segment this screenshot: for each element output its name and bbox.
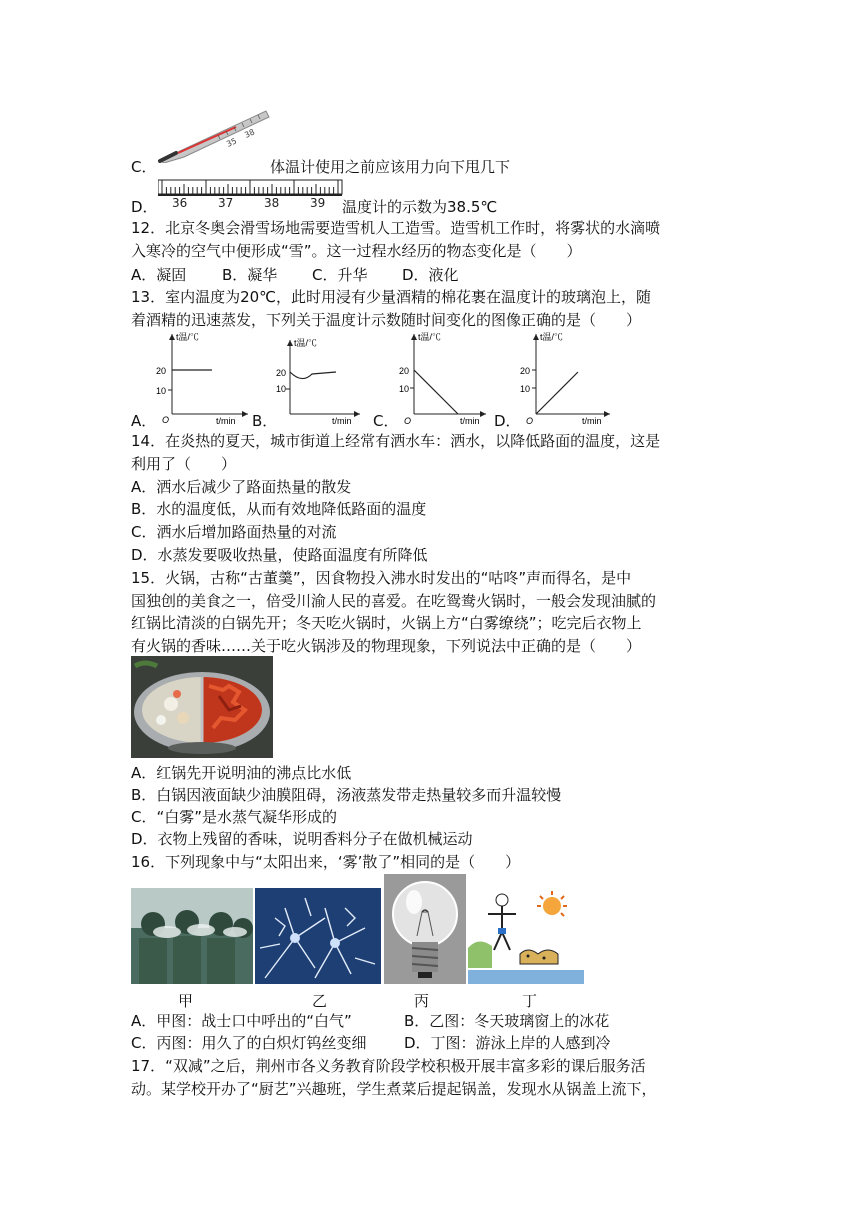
svg-text:t温/℃: t温/℃ bbox=[176, 332, 200, 342]
q16-option-c: C．丙图：用久了的白炽灯钨丝变细 bbox=[131, 1034, 367, 1052]
svg-text:20: 20 bbox=[399, 366, 410, 376]
thermo-tick-38: 38 bbox=[264, 196, 280, 210]
graph-b bbox=[272, 334, 372, 426]
thermo-tick-36: 36 bbox=[172, 196, 188, 210]
svg-text:t温/℃: t温/℃ bbox=[294, 338, 318, 348]
q15-option-b: B．白锅因液面缺少油膜阻碍，汤液蒸发带走热量较多而升温较慢 bbox=[131, 786, 562, 804]
q12-option-a: A．凝固 bbox=[131, 266, 187, 284]
q16-option-d: D．丁图：游泳上岸的人感到冷 bbox=[404, 1034, 611, 1052]
svg-text:20: 20 bbox=[156, 366, 167, 376]
q12-stem-line2: 入寒冷的空气中便形成“雪”。这一过程水经历的物态变化是（ ） bbox=[131, 242, 582, 260]
graph-c-label: C． bbox=[373, 412, 399, 430]
q15-stem-line4: 有火锅的香味……关于吃火锅涉及的物理现象，下列说法中正确的是（ ） bbox=[131, 637, 642, 655]
graph-c bbox=[396, 330, 492, 426]
caption-yi: 乙 bbox=[312, 992, 328, 1010]
svg-text:35: 35 bbox=[225, 136, 239, 149]
q14-stem-line2: 利用了（ ） bbox=[131, 455, 237, 473]
q11-option-c-text: 体温计使用之前应该用力向下甩几下 bbox=[270, 158, 511, 176]
graph-b-curve bbox=[290, 372, 336, 379]
svg-text:t温/℃: t温/℃ bbox=[540, 332, 564, 342]
svg-text:10: 10 bbox=[156, 386, 167, 396]
q15-stem-line1: 15．火锅，古称“古董羹”，因食物投入沸水时发出的“咕咚”声而得名，是中 bbox=[131, 569, 632, 587]
svg-text:t/min: t/min bbox=[332, 416, 352, 426]
svg-text:10: 10 bbox=[399, 384, 410, 394]
q14-stem-line1: 14．在炎热的夏天，城市街道上经常有洒水车：洒水，以降低路面的温度，这是 bbox=[131, 432, 661, 450]
caption-bing: 丙 bbox=[414, 992, 430, 1010]
svg-text:t/min: t/min bbox=[582, 416, 602, 426]
swimmer-cartoon bbox=[468, 888, 584, 984]
q16-stem-line1: 16．下列现象中与“太阳出来，‘雾’散了”相同的是（ ） bbox=[131, 853, 521, 871]
q15-option-d: D．衣物上残留的香味，说明香料分子在做机械运动 bbox=[131, 830, 473, 848]
svg-text:t温/℃: t温/℃ bbox=[418, 332, 442, 342]
hotpot-photo bbox=[131, 656, 273, 758]
q12-option-d: D．液化 bbox=[402, 266, 459, 284]
thermo-tick-37: 37 bbox=[218, 196, 234, 210]
soldiers-breath-photo bbox=[131, 888, 253, 984]
q13-stem-line2: 着酒精的迅速蒸发，下列关于温度计示数随时间变化的图像正确的是（ ） bbox=[131, 311, 642, 329]
caption-ding: 丁 bbox=[522, 992, 538, 1010]
ice-flower-photo bbox=[255, 888, 381, 984]
graph-d-label: D． bbox=[494, 412, 521, 430]
q12-stem-line1: 12．北京冬奥会滑雪场地需要造雪机人工造雪。造雪机工作时，将雾状的水滴喷 bbox=[131, 219, 661, 237]
q15-option-c: C．“白雾”是水蒸气凝华形成的 bbox=[131, 808, 338, 826]
q11-option-c-label: C． bbox=[131, 158, 157, 176]
q15-stem-line3: 红锅比清淡的白锅先开；冬天吃火锅时，火锅上方“白雾缭绕”；吃完后衣物上 bbox=[131, 614, 642, 632]
svg-text:10: 10 bbox=[276, 384, 287, 394]
q16-option-a: A．甲图：战士口中呼出的“白气” bbox=[131, 1012, 352, 1030]
graph-b-label: B． bbox=[252, 412, 278, 430]
q15-option-a: A．红锅先开说明油的沸点比水低 bbox=[131, 764, 352, 782]
svg-text:t/min: t/min bbox=[216, 416, 236, 426]
svg-text:38: 38 bbox=[243, 127, 257, 140]
caption-jia: 甲 bbox=[178, 992, 194, 1010]
graph-d bbox=[516, 330, 616, 426]
q17-stem-line2: 动。某学校开办了“厨艺”兴趣班，学生煮菜后提起锅盖，发现水从锅盖上流下， bbox=[131, 1080, 657, 1098]
graph-a bbox=[150, 330, 250, 426]
svg-text:20: 20 bbox=[276, 368, 287, 378]
q12-option-b: B．凝华 bbox=[222, 266, 278, 284]
q17-stem-line1: 17．“双减”之后，荆州市各义务教育阶段学校积极开展丰富多彩的课后服务活 bbox=[131, 1057, 646, 1075]
q16-option-b: B．乙图：冬天玻璃窗上的冰花 bbox=[404, 1012, 610, 1030]
q12-option-c: C．升华 bbox=[312, 266, 368, 284]
q14-option-c: C．洒水后增加路面热量的对流 bbox=[131, 523, 337, 541]
q14-option-b: B．水的温度低，从而有效地降低路面的温度 bbox=[131, 500, 427, 518]
q13-stem-line1: 13．室内温度为20℃，此时用浸有少量酒精的棉花裹在温度计的玻璃泡上，随 bbox=[131, 288, 652, 306]
light-bulb-photo bbox=[384, 874, 466, 984]
q11-option-d-text: 温度计的示数为38.5℃ bbox=[342, 198, 498, 216]
graph-a-label: A． bbox=[131, 412, 157, 430]
svg-text:O: O bbox=[162, 415, 170, 425]
svg-text:20: 20 bbox=[520, 366, 531, 376]
svg-text:O: O bbox=[404, 416, 412, 426]
thermometer-scale-image bbox=[158, 178, 344, 210]
q14-option-a: A．洒水后减少了路面热量的散发 bbox=[131, 478, 352, 496]
clinical-thermometer-image bbox=[158, 105, 270, 163]
svg-text:O: O bbox=[526, 416, 534, 426]
q14-option-d: D．水蒸发要吸收热量，使路面温度有所降低 bbox=[131, 546, 428, 564]
svg-text:t/min: t/min bbox=[460, 416, 480, 426]
thermo-tick-39: 39 bbox=[310, 196, 326, 210]
svg-text:10: 10 bbox=[520, 384, 531, 394]
q15-stem-line2: 国独创的美食之一，倍受川渝人民的喜爱。在吃鸳鸯火锅时，一般会发现油腻的 bbox=[131, 592, 657, 610]
graph-c-curve bbox=[414, 370, 458, 414]
graph-d-curve bbox=[536, 372, 578, 414]
q11-option-d-label: D． bbox=[131, 198, 158, 216]
